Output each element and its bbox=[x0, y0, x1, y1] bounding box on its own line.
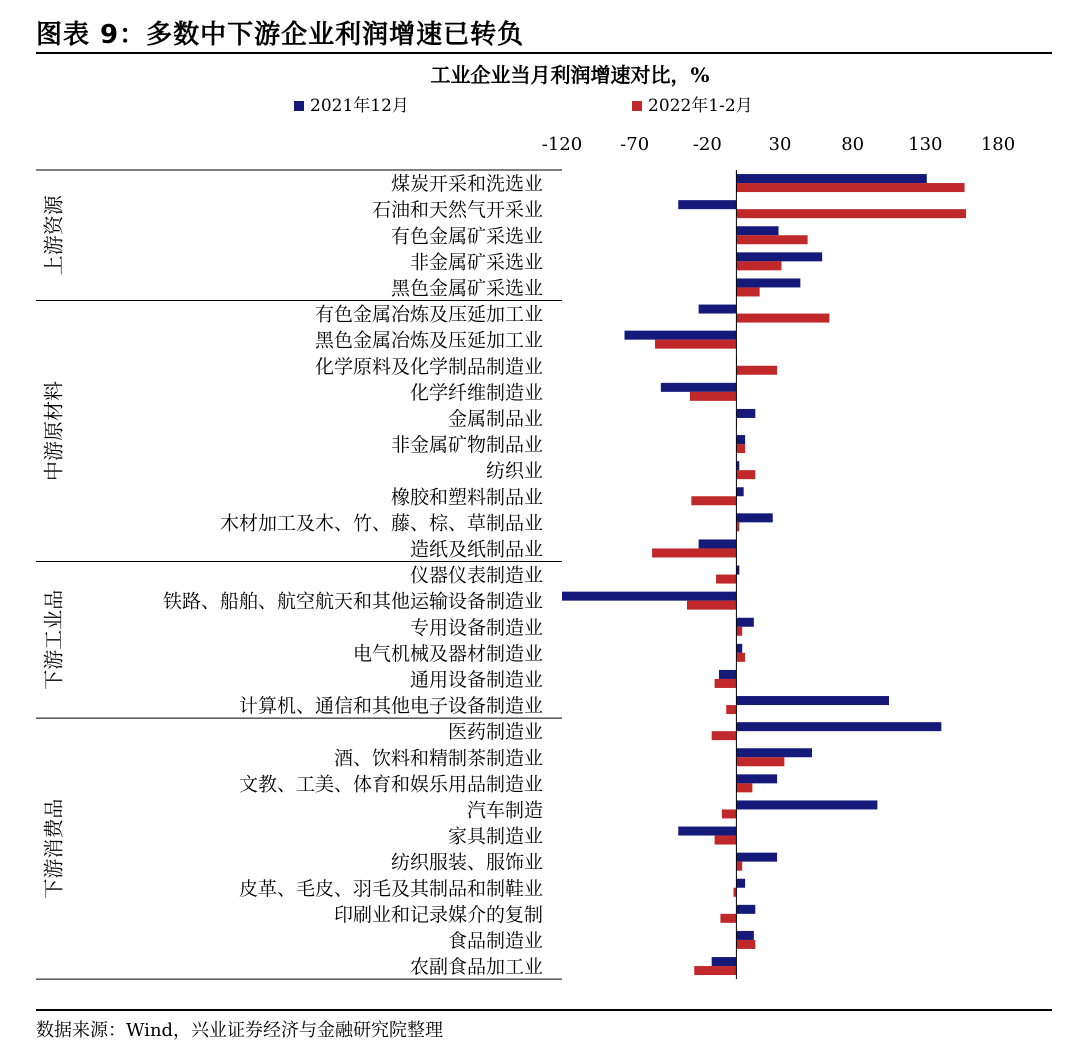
category-label: 汽车制造 bbox=[466, 799, 543, 822]
x-tick-label: 80 bbox=[841, 134, 865, 155]
bar-2022-1-2 bbox=[687, 601, 736, 610]
category-label: 非金属矿物制品业 bbox=[390, 434, 543, 457]
category-label: 印刷业和记录媒介的复制 bbox=[333, 903, 543, 926]
category-labels bbox=[163, 173, 543, 978]
x-axis-ticks bbox=[542, 134, 1015, 155]
bar-2021-12 bbox=[736, 800, 877, 809]
bar-2021-12 bbox=[736, 931, 753, 940]
category-label: 专用设备制造业 bbox=[409, 616, 543, 639]
x-tick-label: 180 bbox=[980, 134, 1016, 155]
bar-2021-12 bbox=[712, 957, 737, 966]
category-label: 石油和天然气开采业 bbox=[371, 199, 543, 222]
source-note: 数据来源：Wind，兴业证券经济与金融研究院整理 bbox=[36, 1020, 444, 1041]
category-label: 文教、工美、体育和娱乐用品制造业 bbox=[238, 773, 543, 796]
legend-label-2021-12: 2021年12月 bbox=[310, 96, 409, 116]
bar-2021-12 bbox=[736, 174, 926, 183]
category-label: 木材加工及木、竹、藤、棕、草制品业 bbox=[219, 512, 543, 535]
category-label: 化学纤维制造业 bbox=[409, 381, 543, 404]
category-label: 食品制造业 bbox=[447, 929, 543, 952]
bar-2022-1-2 bbox=[694, 966, 736, 975]
bar-2022-1-2 bbox=[736, 653, 745, 662]
bar-2022-1-2 bbox=[715, 679, 737, 688]
bar-2021-12 bbox=[736, 226, 778, 235]
x-tick-label: 130 bbox=[908, 134, 943, 155]
bar-2021-12 bbox=[624, 331, 736, 340]
category-label: 皮革、毛皮、羽毛及其制品和制鞋业 bbox=[238, 877, 543, 900]
category-label: 橡胶和塑料制品业 bbox=[390, 486, 543, 509]
bar-2022-1-2 bbox=[736, 183, 964, 192]
bars bbox=[562, 174, 966, 975]
category-label: 医药制造业 bbox=[447, 721, 543, 744]
category-label: 化学原料及化学制品制造业 bbox=[314, 355, 543, 378]
figure-title: 图表 9：多数中下游企业利润增速已转负 bbox=[36, 20, 525, 50]
bar-2021-12 bbox=[736, 905, 755, 914]
category-label: 非金属矿采选业 bbox=[409, 251, 543, 274]
bar-2022-1-2 bbox=[736, 261, 781, 270]
bar-2022-1-2 bbox=[726, 705, 736, 714]
bar-2021-12 bbox=[736, 487, 743, 496]
category-label: 煤炭开采和洗选业 bbox=[390, 173, 543, 196]
category-label: 黑色金属矿采选业 bbox=[390, 277, 543, 300]
bar-2021-12 bbox=[736, 774, 777, 783]
chart-title: 工业企业当月利润增速对比，% bbox=[430, 63, 710, 87]
bar-2021-12 bbox=[736, 252, 822, 261]
legend-swatch-2022-1-2 bbox=[632, 101, 642, 111]
category-label: 纺织服装、服饰业 bbox=[390, 851, 543, 874]
bar-2021-12 bbox=[699, 305, 737, 314]
bar-2021-12 bbox=[736, 722, 941, 731]
group-label: 下游工业品 bbox=[41, 589, 66, 690]
bar-2022-1-2 bbox=[736, 470, 755, 479]
category-label: 纺织业 bbox=[485, 460, 543, 483]
bar-2021-12 bbox=[678, 827, 736, 836]
bar-2022-1-2 bbox=[722, 809, 737, 818]
bar-2022-1-2 bbox=[736, 366, 777, 375]
bar-2022-1-2 bbox=[736, 757, 784, 766]
bar-2021-12 bbox=[736, 748, 812, 757]
bar-2022-1-2 bbox=[716, 575, 736, 584]
bar-2022-1-2 bbox=[652, 548, 736, 557]
bar-2022-1-2 bbox=[715, 836, 737, 845]
bottom-rule bbox=[36, 1009, 1052, 1011]
x-tick-label: -20 bbox=[692, 134, 722, 155]
category-label: 仪器仪表制造业 bbox=[409, 564, 543, 587]
group-labels bbox=[42, 194, 66, 898]
category-label: 黑色金属冶炼及压延加工业 bbox=[314, 329, 543, 352]
bar-2021-12 bbox=[699, 539, 737, 548]
bar-2021-12 bbox=[736, 696, 889, 705]
x-tick-label: 30 bbox=[768, 134, 792, 155]
category-label: 通用设备制造业 bbox=[409, 668, 543, 691]
bar-2021-12 bbox=[678, 200, 736, 209]
category-label: 有色金属矿采选业 bbox=[390, 225, 543, 248]
bar-2022-1-2 bbox=[736, 627, 742, 636]
bar-2021-12 bbox=[736, 278, 800, 287]
bar-2022-1-2 bbox=[655, 340, 736, 349]
category-label: 酒、饮料和精制茶制造业 bbox=[333, 747, 543, 770]
bar-2021-12 bbox=[736, 435, 745, 444]
bar-2021-12 bbox=[736, 618, 753, 627]
bar-2022-1-2 bbox=[736, 209, 966, 218]
category-label: 金属制品业 bbox=[447, 407, 543, 430]
group-label: 下游消费品 bbox=[41, 798, 66, 899]
bar-2021-12 bbox=[719, 670, 736, 679]
legend-swatch-2021-12 bbox=[294, 101, 304, 111]
bar-2022-1-2 bbox=[736, 235, 807, 244]
bar-2022-1-2 bbox=[712, 731, 737, 740]
bar-2022-1-2 bbox=[736, 444, 745, 453]
bar-2021-12 bbox=[736, 644, 742, 653]
group-label: 上游资源 bbox=[41, 195, 66, 276]
group-label: 中游原材料 bbox=[41, 381, 66, 481]
category-label: 计算机、通信和其他电子设备制造业 bbox=[238, 695, 543, 718]
legend-label-2022-1-2: 2022年1-2月 bbox=[648, 96, 753, 116]
bar-2021-12 bbox=[562, 592, 736, 601]
bar-2021-12 bbox=[736, 879, 745, 888]
bar-2021-12 bbox=[736, 853, 777, 862]
x-tick-label: -70 bbox=[620, 134, 650, 155]
category-label: 有色金属冶炼及压延加工业 bbox=[314, 303, 543, 326]
bar-2022-1-2 bbox=[736, 314, 829, 323]
category-label: 铁路、船舶、航空航天和其他运输设备制造业 bbox=[162, 590, 543, 613]
bar-2022-1-2 bbox=[691, 496, 736, 505]
bar-2022-1-2 bbox=[736, 940, 755, 949]
bar-2021-12 bbox=[736, 409, 755, 418]
x-tick-label: -120 bbox=[541, 134, 583, 155]
category-label: 造纸及纸制品业 bbox=[409, 538, 543, 561]
category-label: 家具制造业 bbox=[447, 825, 543, 848]
bar-2022-1-2 bbox=[690, 392, 737, 401]
bar-2021-12 bbox=[661, 383, 737, 392]
category-label: 电气机械及器材制造业 bbox=[352, 642, 543, 665]
bar-2021-12 bbox=[736, 513, 772, 522]
bar-2022-1-2 bbox=[736, 287, 759, 296]
bar-2022-1-2 bbox=[736, 783, 752, 792]
legend bbox=[294, 95, 753, 116]
bar-2022-1-2 bbox=[736, 862, 742, 871]
bar-2022-1-2 bbox=[720, 914, 736, 923]
category-label: 农副食品加工业 bbox=[409, 956, 543, 979]
